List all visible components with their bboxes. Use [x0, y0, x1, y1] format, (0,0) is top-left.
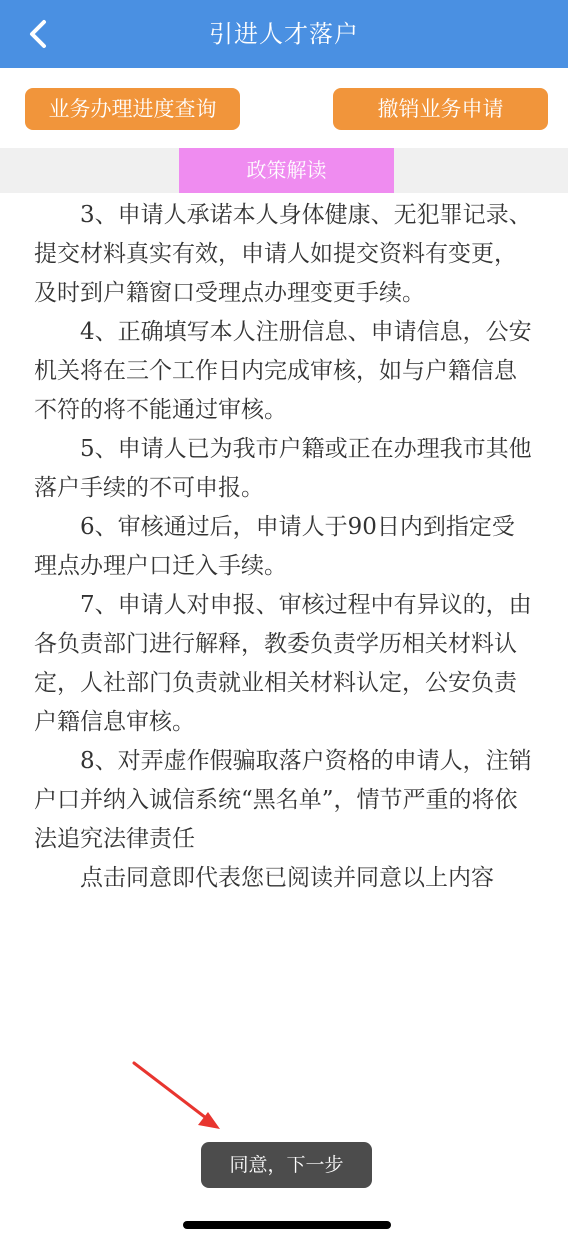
policy-strip: [0, 148, 568, 193]
policy-paragraph: 7、申请人对申报、审核过程中有异议的，由各负责部门进行解释，教委负责学历相关材料认定，人社部门负责就业相关材料认定，公安负责户籍信息审核。: [34, 592, 532, 735]
action-bar: [0, 68, 568, 148]
home-indicator[interactable]: [183, 1221, 391, 1229]
policy-paragraph: 8、对弄虚作假骗取落户资格的申请人，注销户口并纳入诚信系统“黑名单”，情节严重的将依法追究法律责任: [34, 748, 532, 852]
policy-paragraph: 3、申请人承诺本人身体健康、无犯罪记录、提交材料真实有效，申请人如提交资料有变更，及时到户籍窗口受理点办理变更手续。: [34, 202, 532, 306]
nav-header: [0, 0, 568, 68]
policy-paragraph: 6、审核通过后，申请人于90日内到指定受理点办理户口迁入手续。: [34, 514, 515, 579]
annotation-arrow-icon: [120, 1055, 230, 1135]
agree-next-button[interactable]: 同意，下一步: [201, 1142, 372, 1188]
cancel-application-button[interactable]: 撤销业务申请: [333, 88, 548, 130]
page-title: 引进人才落户: [209, 20, 359, 48]
progress-query-button[interactable]: 业务办理进度查询: [25, 88, 240, 130]
policy-content: [34, 196, 536, 898]
policy-paragraph: 4、正确填写本人注册信息、申请信息，公安机关将在三个工作日内完成审核，如与户籍信息不符的将不能通过审核。: [34, 319, 532, 423]
agreement-notice: 点击同意即代表您已阅读并同意以上内容: [80, 865, 494, 891]
tab-policy-interpretation[interactable]: 政策解读: [179, 148, 394, 193]
policy-paragraph: 5、申请人已为我市户籍或正在办理我市其他落户手续的不可申报。: [34, 436, 532, 501]
